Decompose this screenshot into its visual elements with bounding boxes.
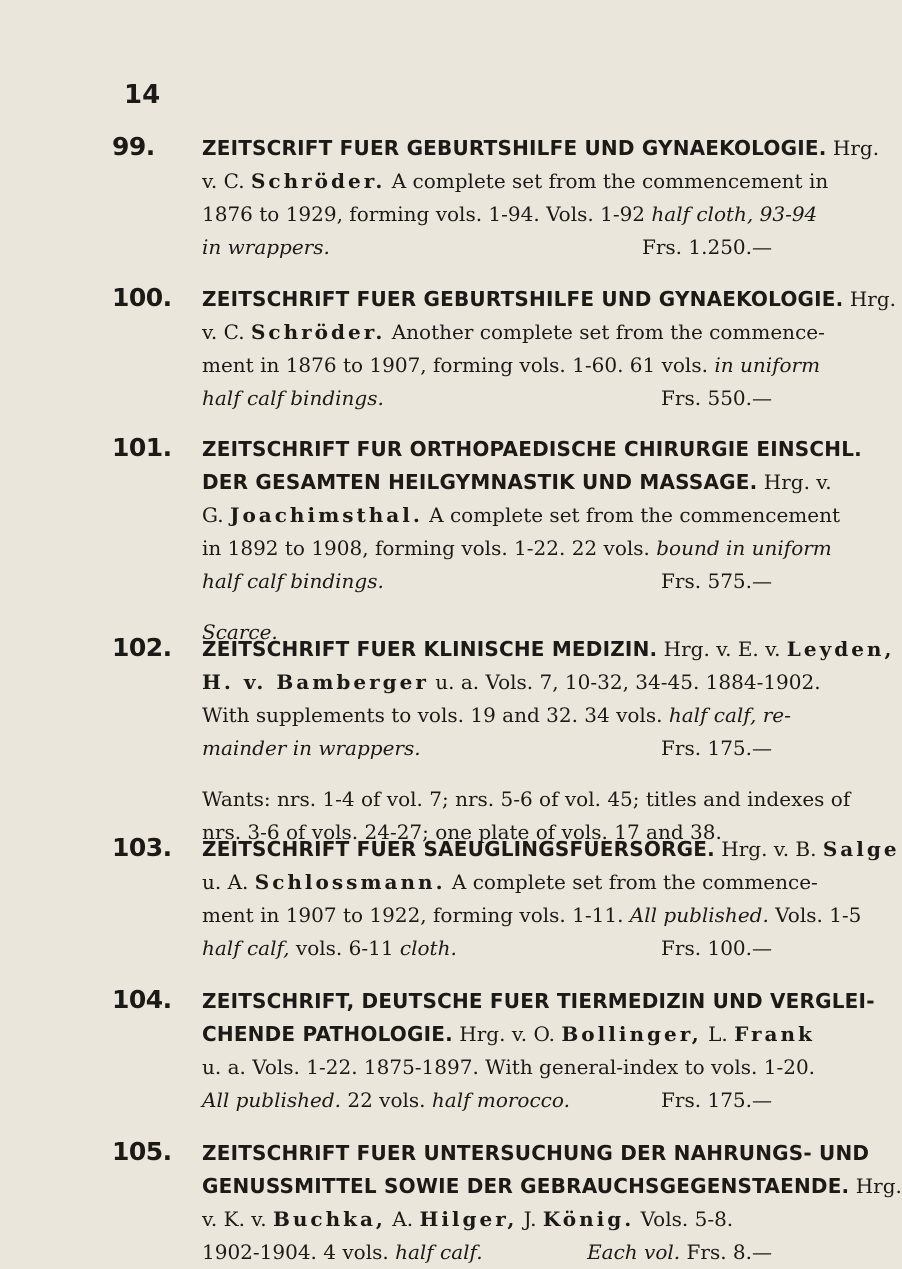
- editor-name: Hilger,: [419, 1207, 518, 1231]
- entry-number: 100.: [112, 283, 172, 312]
- entry-title: ZEITSCHRIFT FUER KLINISCHE MEDIZIN.: [202, 637, 658, 661]
- price: Frs. 550.—: [661, 386, 772, 410]
- entry-number: 101.: [112, 433, 172, 462]
- entry-number: 103.: [112, 833, 172, 862]
- editor-name: Salge: [822, 837, 900, 861]
- entry-title: ZEITSCHRIFT FUER UNTERSUCHUNG DER NAHRUNGS- UND: [202, 1141, 870, 1165]
- editor-name: Leyden,: [786, 637, 895, 661]
- entry-number: 104.: [112, 985, 172, 1014]
- entry-number: 102.: [112, 633, 172, 662]
- editor-name: Schröder.: [250, 320, 386, 344]
- page-number: 14: [124, 80, 161, 110]
- editor-name: Frank: [734, 1022, 815, 1046]
- editor-name: Schröder.: [250, 169, 386, 193]
- price: Frs. 100.—: [661, 936, 772, 960]
- editor-name: Buchka,: [272, 1207, 386, 1231]
- editor-name: Bollinger,: [561, 1022, 702, 1046]
- editor-name: König.: [542, 1207, 635, 1231]
- entry-number: 105.: [112, 1137, 172, 1166]
- entry-title: ZEITSCRIFT FUER GEBURTSHILFE UND GYNAEKOLOGIE.: [202, 136, 827, 160]
- entry-title: ZEITSCHRIFT FUER SAEUGLINGSFUERSORGE.: [202, 837, 715, 861]
- editor-name: H. v. Bamberger: [202, 670, 429, 694]
- catalogue-page: 14 99. ZEITSCRIFT FUER GEBURTSHILFE UND GYNAEKOLOGIE. Hrg. v. C. Schröder. A complete set from the commencement in 1876 to 1929, forming vols. 1-94. Vols. 1-92 half cloth, 93-94 in wrappers. Frs. 1.250.— 100. ZEITSCHRIFT FUER GEBURTSHILFE UND GYNAEKOLOGIE. Hrg. v. C. Schröder. Another complete set from the commence- ment in 1876 to 1907, forming vols. 1-60. 61 vols. in uniform half calf bindings. Frs. 550.— 101. ZEITSCHRIFT FUR ORTHOPAEDISCHE CHIRURGIE EINSCHL. DER GESAMTEN HEILGYMNASTIK UND MASSAGE. Hrg. v. G. Joachimsthal. A complete set from the commencement in 1892 to 1908, forming vols. 1-22. 22 vols. bound in uniform half calf bindings. Frs. 575.— Scarce. 102. ZEITSCHRIFT FUER KLINISCHE MEDIZIN. Hrg. v. E. v. Leyden, H. v. Bamberger u. a. Vols. 7, 10-32, 34-45. 1884-1902. With supplements to vols. 19 and 32. 34 vols. half calf, re- mainder in wrappers. Frs. 175.— Wants: nrs. 1-4 of vol. 7; nrs. 5-6 of vol. 45; titles and indexes of nrs. 3-6 of vols. 24-27; one plate of vols. 17 and 38. 103. ZEITSCHRIFT FUER SAEUGLINGSFUERSORGE. Hrg. v. B. Salge u. A. Schlossmann. A complete set from the commence- ment in 1907 to 1922, forming vols. 1-11. All published. Vols. 1-5 half calf, vols. 6-11 cloth. Frs. 100.— 104. ZEITSCHRIFT, DEUTSCHE FUER TIERMEDIZIN UND VERGLEI- CHENDE PATHOLOGIE. Hrg. v. O. Bollinger, L. Frank u. a. Vols. 1-22. 1875-1897. With general-index to vols. 1-20. All published. 22 vols. half morocco. Frs. 175.— 105. ZEITSCHRIFT FUER UNTERSUCHUNG DER NAHRUNGS- UND GENUSSMITTEL SOWIE DER GEBRAUCHSGEGENSTAENDE. Hrg. v. K. v. Buchka, A. Hilger, J. König. Vols. 5-8. 1902-1904. 4 vols. half calf. Each vol. Frs. 8.—: [0, 0, 800, 1193]
- entry-number: 99.: [112, 132, 155, 161]
- entry-note: Scarce.: [202, 620, 278, 644]
- entry-title: ZEITSCHRIFT, DEUTSCHE FUER TIERMEDIZIN UND VERGLEI-: [202, 989, 875, 1013]
- price: Frs. 1.250.—: [641, 235, 772, 259]
- entry-title: ZEITSCHRIFT FUER GEBURTSHILFE UND GYNAEKOLOGIE.: [202, 287, 844, 311]
- price: Frs. 175.—: [661, 736, 772, 760]
- wants-note: Wants: nrs. 1-4 of vol. 7; nrs. 5-6 of vol. 45; titles and indexes of: [202, 787, 851, 811]
- editor-name: Joachimsthal.: [229, 503, 423, 527]
- price: Frs. 575.—: [661, 569, 772, 593]
- price: Each vol. Frs. 8.—: [587, 1240, 772, 1264]
- price: Frs. 175.—: [661, 1088, 772, 1112]
- editor-name: Schlossmann.: [254, 870, 446, 894]
- entry-title: ZEITSCHRIFT FUR ORTHOPAEDISCHE CHIRURGIE EINSCHL.: [202, 437, 862, 461]
- wants-note: nrs. 3-6 of vols. 24-27; one plate of vols. 17 and 38.: [202, 820, 722, 844]
